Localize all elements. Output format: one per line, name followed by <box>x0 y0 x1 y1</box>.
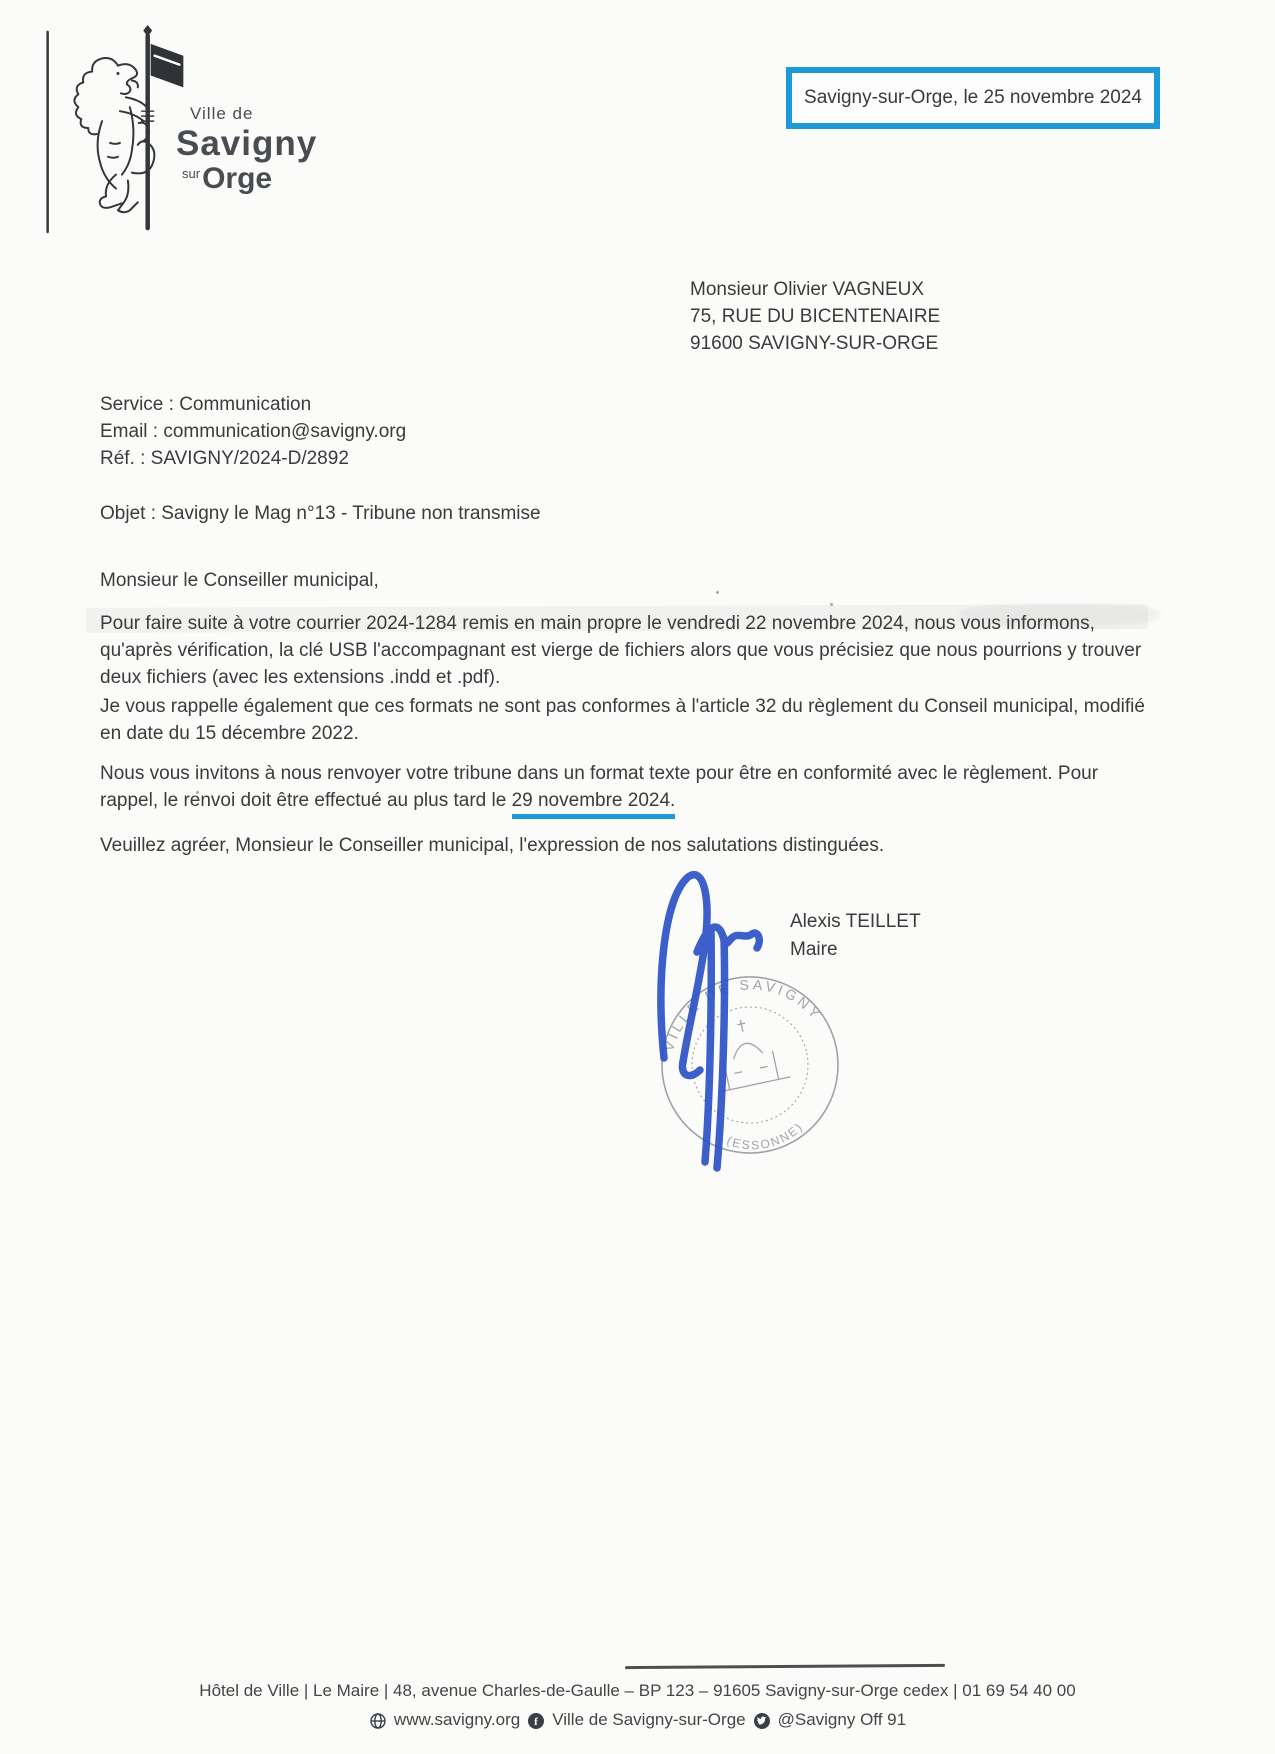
city-stamp <box>646 960 855 1169</box>
recipient-street: 75, RUE DU BICENTENAIRE <box>690 306 941 327</box>
stamp-text-top: VILLE DE SAVIGNY <box>660 976 826 1053</box>
pole-finial <box>143 25 152 37</box>
subject-line: Objet : Savigny le Mag n°13 - Tribune non transmise <box>100 503 541 524</box>
svg-text:f: f <box>534 1716 539 1729</box>
paragraph-3-line: Nous vous invitons à nous renvoyer votre tribune dans un format texte pour être en conformité avec le règlement. Pour <box>100 763 1099 784</box>
paragraph-1-line: deux fichiers (avec les extensions .indd et .pdf). <box>100 667 501 688</box>
paragraph-1-line: Pour faire suite à votre courrier 2024-1284 remis en main propre le vendredi 22 novembre 2024, nous vous informons, <box>100 613 1095 634</box>
globe-icon <box>369 1712 387 1730</box>
facebook-icon <box>527 1712 545 1730</box>
logo-ville-de: Ville de <box>190 104 254 123</box>
deadline-prefix: rappel, le renvoi doit être effectué au plus tard le <box>100 790 512 811</box>
paragraph-2-line: en date du 15 décembre 2022. <box>100 723 359 744</box>
stamp-church-icon <box>704 1012 790 1092</box>
paragraph-1-line: qu'après vérification, la clé USB l'accompagnant est vierge de fichiers alors que vous précisiez que nous pourrions y trouver <box>100 640 1142 661</box>
paragraph-3-line <box>100 787 1160 814</box>
footer-social-line <box>0 1710 1275 1730</box>
stamp-and-signature <box>560 850 980 1190</box>
flag <box>151 44 184 88</box>
recipient-city: 91600 SAVIGNY-SUR-ORGE <box>690 333 939 354</box>
logo-sur: sur <box>182 166 201 181</box>
footer-divider <box>625 1664 945 1669</box>
date-box <box>786 67 1160 129</box>
logo-savigny: Savigny <box>176 124 318 163</box>
svg-text:VILLE DE SAVIGNY <box>649 961 827 1056</box>
letter-meta <box>100 391 406 472</box>
recipient-address <box>690 276 940 357</box>
footer-twitter: @Savigny Off 91 <box>777 1710 907 1729</box>
scan-speck <box>830 603 833 606</box>
logo-sur-orge <box>182 164 317 194</box>
signer-title: Maire <box>790 939 838 960</box>
meta-service: Service : Communication <box>100 394 312 415</box>
footer-website: www.savigny.org <box>393 1710 521 1729</box>
deadline-date-underlined: 29 novembre 2024. <box>512 790 676 819</box>
meta-email: Email : communication@savigny.org <box>100 421 407 442</box>
paragraph-2 <box>100 693 1160 747</box>
paragraph-1 <box>100 610 1160 691</box>
twitter-icon <box>753 1712 771 1730</box>
paragraph-2-line: Je vous rappelle également que ces formats ne sont pas conformes à l'article 32 du règlement du Conseil municipal, modifié <box>100 696 1145 717</box>
salutation: Monsieur le Conseiller municipal, <box>100 570 379 591</box>
recipient-name: Monsieur Olivier VAGNEUX <box>690 279 925 300</box>
closing-paragraph: Veuillez agréer, Monsieur le Conseiller municipal, l'expression de nos salutations distinguées. <box>100 835 885 856</box>
paragraph-3 <box>100 760 1160 814</box>
date-text: Savigny-sur-Orge, le 25 novembre 2024 <box>804 87 1142 108</box>
signer-name: Alexis TEILLET <box>790 911 921 932</box>
meta-reference: Réf. : SAVIGNY/2024-D/2892 <box>100 448 349 469</box>
logo-orge: Orge <box>202 162 273 195</box>
footer-address-line: Hôtel de Ville | Le Maire | 48, avenue Charles-de-Gaulle – BP 123 – 91605 Savigny-sur-Orge cedex | 01 69 54 40 00 <box>199 1681 1076 1700</box>
stamp-text-bottom: (ESSONNE) <box>724 1119 807 1153</box>
scan-speck <box>716 591 719 594</box>
logo-wordmark <box>176 104 317 194</box>
svg-text:(ESSONNE) <box>722 1118 808 1159</box>
city-lion-logo <box>40 24 190 237</box>
footer-facebook: Ville de Savigny-sur-Orge <box>552 1710 746 1729</box>
